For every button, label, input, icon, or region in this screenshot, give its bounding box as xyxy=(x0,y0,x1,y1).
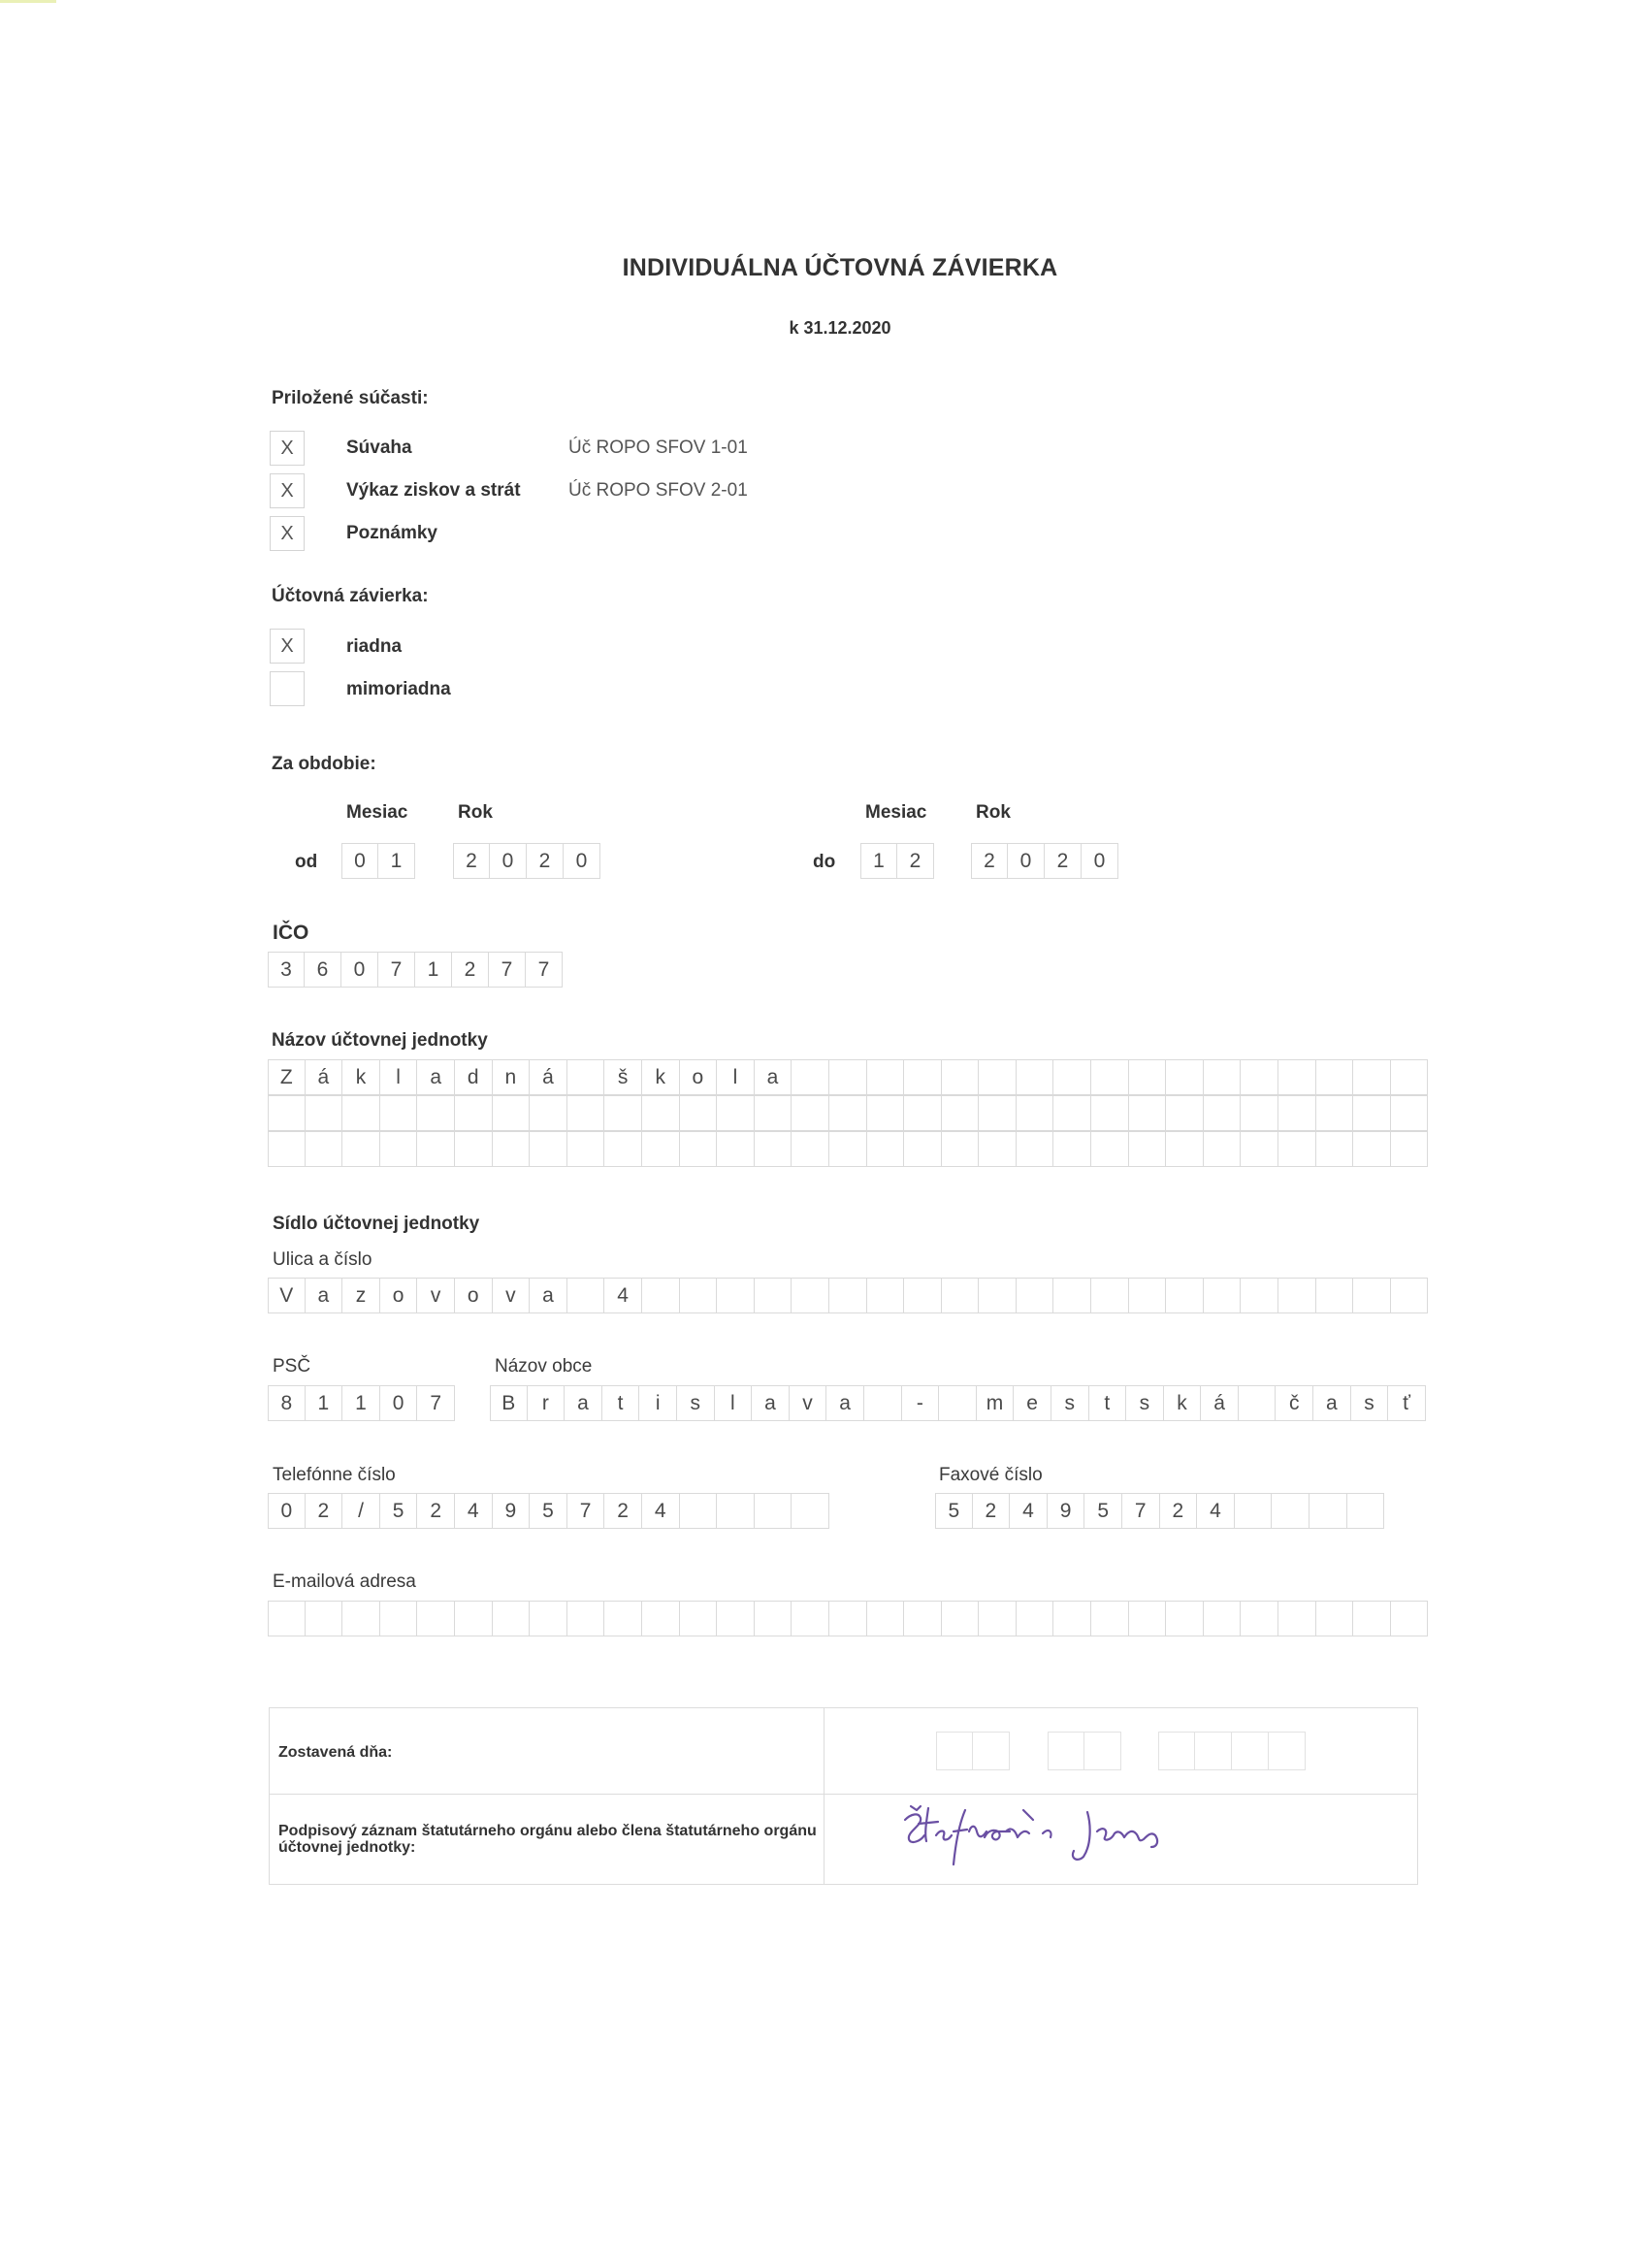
char-cell: 5 xyxy=(530,1493,567,1529)
to-year-digit: 2 xyxy=(971,843,1008,879)
handwritten-signature xyxy=(897,1802,1217,1870)
ico-digit: 0 xyxy=(341,952,378,988)
char-cell: 5 xyxy=(1084,1493,1122,1529)
char-cell xyxy=(717,1278,755,1313)
char-cell xyxy=(1166,1601,1204,1636)
char-cell: a xyxy=(565,1385,602,1421)
char-cell: s xyxy=(1051,1385,1089,1421)
char-cell xyxy=(642,1131,680,1167)
char-cell xyxy=(1353,1601,1391,1636)
char-cell: 5 xyxy=(935,1493,973,1529)
char-cell xyxy=(380,1095,418,1131)
char-cell: 2 xyxy=(973,1493,1011,1529)
char-cell: s xyxy=(1351,1385,1389,1421)
unit-name-row-3[interactable] xyxy=(268,1131,1428,1167)
date-cell xyxy=(1195,1732,1232,1770)
char-cell xyxy=(1353,1095,1391,1131)
from-label: od xyxy=(295,852,318,872)
char-cell: o xyxy=(455,1278,493,1313)
char-cell: á xyxy=(530,1059,567,1095)
label-riadna: riadna xyxy=(346,636,403,657)
label-poznamky: Poznámky xyxy=(346,523,437,543)
char-cell xyxy=(1391,1059,1429,1095)
char-cell xyxy=(1391,1278,1429,1313)
phone-field[interactable] xyxy=(268,1493,829,1529)
char-cell xyxy=(1166,1131,1204,1167)
char-cell: 4 xyxy=(455,1493,493,1529)
char-cell: n xyxy=(493,1059,531,1095)
char-cell xyxy=(979,1095,1017,1131)
checkbox-vykaz[interactable]: X xyxy=(270,473,305,508)
char-cell xyxy=(1241,1131,1278,1167)
email-field[interactable] xyxy=(268,1601,1428,1636)
char-cell xyxy=(942,1059,980,1095)
char-cell xyxy=(792,1059,829,1095)
unit-name-label: Názov účtovnej jednotky xyxy=(272,1030,488,1051)
from-month-field[interactable] xyxy=(341,843,415,879)
char-cell xyxy=(904,1059,942,1095)
char-cell xyxy=(1053,1601,1091,1636)
char-cell xyxy=(867,1059,905,1095)
char-cell: 4 xyxy=(604,1278,642,1313)
seat-heading: Sídlo účtovnej jednotky xyxy=(273,1214,480,1234)
char-cell: a xyxy=(306,1278,343,1313)
char-cell xyxy=(829,1059,867,1095)
char-cell xyxy=(1017,1131,1054,1167)
to-month-digit: 2 xyxy=(897,843,934,879)
char-cell xyxy=(829,1601,867,1636)
char-cell xyxy=(1239,1385,1277,1421)
char-cell xyxy=(1204,1095,1242,1131)
to-label: do xyxy=(813,852,836,872)
char-cell xyxy=(939,1385,977,1421)
char-cell xyxy=(942,1278,980,1313)
checkbox-mimoriadna[interactable] xyxy=(270,671,305,706)
char-cell: ť xyxy=(1388,1385,1426,1421)
char-cell xyxy=(904,1095,942,1131)
char-cell xyxy=(493,1601,531,1636)
street-label: Ulica a číslo xyxy=(273,1249,372,1270)
from-year-digit: 0 xyxy=(490,843,527,879)
char-cell xyxy=(1353,1059,1391,1095)
char-cell xyxy=(342,1095,380,1131)
date-cell xyxy=(1269,1732,1306,1770)
char-cell: 5 xyxy=(380,1493,418,1529)
char-cell xyxy=(867,1278,905,1313)
document-date: k 31.12.2020 xyxy=(789,318,891,338)
char-cell: 4 xyxy=(1197,1493,1235,1529)
char-cell: Z xyxy=(268,1059,306,1095)
char-cell xyxy=(493,1095,531,1131)
char-cell: k xyxy=(1164,1385,1202,1421)
char-cell xyxy=(268,1095,306,1131)
char-cell xyxy=(567,1059,605,1095)
char-cell xyxy=(755,1493,792,1529)
char-cell xyxy=(942,1095,980,1131)
char-cell xyxy=(1204,1131,1242,1167)
from-year-digit: 2 xyxy=(527,843,564,879)
char-cell xyxy=(755,1095,792,1131)
char-cell xyxy=(1204,1278,1242,1313)
char-cell xyxy=(1241,1601,1278,1636)
char-cell: 7 xyxy=(1122,1493,1160,1529)
checkbox-poznamky[interactable]: X xyxy=(270,516,305,551)
char-cell xyxy=(680,1493,718,1529)
char-cell xyxy=(792,1095,829,1131)
from-year-label: Rok xyxy=(458,802,493,823)
char-cell: 1 xyxy=(306,1385,343,1421)
char-cell xyxy=(604,1131,642,1167)
char-cell xyxy=(680,1095,718,1131)
char-cell xyxy=(680,1131,718,1167)
char-cell xyxy=(867,1601,905,1636)
char-cell xyxy=(979,1601,1017,1636)
ico-digit: 7 xyxy=(378,952,415,988)
ico-digit: 7 xyxy=(526,952,563,988)
ico-digit: 2 xyxy=(452,952,489,988)
char-cell xyxy=(306,1095,343,1131)
compiled-label: Zostavená dňa: xyxy=(278,1744,393,1761)
char-cell xyxy=(530,1601,567,1636)
char-cell xyxy=(380,1131,418,1167)
char-cell xyxy=(1310,1493,1347,1529)
char-cell xyxy=(306,1131,343,1167)
char-cell xyxy=(829,1095,867,1131)
char-cell: a xyxy=(1313,1385,1351,1421)
char-cell xyxy=(680,1278,718,1313)
compiled-day-field[interactable] xyxy=(936,1732,1010,1770)
char-cell: 2 xyxy=(1160,1493,1198,1529)
date-cell xyxy=(1084,1732,1121,1770)
ico-digit: 3 xyxy=(268,952,305,988)
form-code-vykaz: Úč ROPO SFOV 2-01 xyxy=(568,480,748,501)
signature-label: Podpisový záznam štatutárneho orgánu alebo člena štatutárneho orgánu účtovnej jednotky: xyxy=(278,1823,817,1856)
char-cell: s xyxy=(1126,1385,1164,1421)
char-cell xyxy=(1235,1493,1273,1529)
char-cell xyxy=(717,1131,755,1167)
char-cell xyxy=(530,1131,567,1167)
char-cell: - xyxy=(902,1385,940,1421)
char-cell xyxy=(1166,1095,1204,1131)
to-year-field[interactable] xyxy=(971,843,1118,879)
char-cell xyxy=(493,1131,531,1167)
char-cell xyxy=(455,1601,493,1636)
char-cell xyxy=(1091,1601,1129,1636)
char-cell xyxy=(1241,1059,1278,1095)
char-cell xyxy=(717,1095,755,1131)
fax-label: Faxové číslo xyxy=(939,1465,1043,1485)
char-cell: r xyxy=(528,1385,566,1421)
char-cell xyxy=(1391,1601,1429,1636)
unit-name-row-1[interactable] xyxy=(268,1059,1428,1095)
char-cell xyxy=(1129,1278,1167,1313)
char-cell xyxy=(1353,1278,1391,1313)
char-cell xyxy=(1091,1131,1129,1167)
char-cell xyxy=(904,1601,942,1636)
char-cell xyxy=(642,1095,680,1131)
char-cell xyxy=(1347,1493,1385,1529)
char-cell: z xyxy=(342,1278,380,1313)
from-year-field[interactable] xyxy=(453,843,600,879)
char-cell: i xyxy=(639,1385,677,1421)
date-cell xyxy=(1048,1732,1084,1770)
to-year-digit: 0 xyxy=(1008,843,1045,879)
char-cell xyxy=(417,1131,455,1167)
char-cell xyxy=(1278,1601,1316,1636)
char-cell xyxy=(1272,1493,1310,1529)
ico-digit: 1 xyxy=(415,952,452,988)
form-code-suvaha: Úč ROPO SFOV 1-01 xyxy=(568,437,748,458)
char-cell xyxy=(1053,1095,1091,1131)
char-cell: B xyxy=(490,1385,528,1421)
email-label: E-mailová adresa xyxy=(273,1571,416,1592)
char-cell: v xyxy=(493,1278,531,1313)
char-cell: a xyxy=(826,1385,864,1421)
char-cell xyxy=(342,1131,380,1167)
char-cell xyxy=(1241,1278,1278,1313)
char-cell xyxy=(268,1601,306,1636)
char-cell xyxy=(1017,1095,1054,1131)
char-cell: 4 xyxy=(642,1493,680,1529)
compiled-month-field[interactable] xyxy=(1048,1732,1121,1770)
char-cell xyxy=(1091,1059,1129,1095)
char-cell xyxy=(867,1131,905,1167)
char-cell xyxy=(642,1601,680,1636)
char-cell: / xyxy=(342,1493,380,1529)
fax-field[interactable] xyxy=(935,1493,1384,1529)
compiled-year-field[interactable] xyxy=(1158,1732,1306,1770)
char-cell: a xyxy=(755,1059,792,1095)
char-cell: á xyxy=(306,1059,343,1095)
char-cell xyxy=(417,1601,455,1636)
char-cell xyxy=(1017,1059,1054,1095)
char-cell xyxy=(1316,1601,1354,1636)
char-cell: s xyxy=(677,1385,715,1421)
char-cell: 0 xyxy=(268,1493,306,1529)
date-cell xyxy=(1158,1732,1195,1770)
unit-name-row-2[interactable] xyxy=(268,1095,1428,1131)
char-cell xyxy=(1166,1278,1204,1313)
char-cell: l xyxy=(717,1059,755,1095)
char-cell xyxy=(1053,1059,1091,1095)
char-cell xyxy=(792,1601,829,1636)
char-cell xyxy=(1204,1601,1242,1636)
char-cell xyxy=(792,1493,829,1529)
label-mimoriadna: mimoriadna xyxy=(346,679,451,699)
char-cell xyxy=(864,1385,902,1421)
char-cell xyxy=(942,1131,980,1167)
from-month-digit: 0 xyxy=(341,843,378,879)
char-cell: l xyxy=(380,1059,418,1095)
from-month-digit: 1 xyxy=(378,843,415,879)
char-cell xyxy=(755,1601,792,1636)
char-cell xyxy=(829,1278,867,1313)
char-cell: k xyxy=(342,1059,380,1095)
char-cell xyxy=(1129,1059,1167,1095)
char-cell xyxy=(567,1601,605,1636)
char-cell: 2 xyxy=(306,1493,343,1529)
phone-label: Telefónne číslo xyxy=(273,1465,396,1485)
checkbox-suvaha[interactable]: X xyxy=(270,431,305,466)
ico-digit: 6 xyxy=(305,952,341,988)
city-label: Názov obce xyxy=(495,1356,593,1377)
char-cell xyxy=(680,1601,718,1636)
ico-digit: 7 xyxy=(489,952,526,988)
period-heading: Za obdobie: xyxy=(272,754,376,774)
ico-label: IČO xyxy=(273,922,309,944)
char-cell xyxy=(904,1131,942,1167)
char-cell: š xyxy=(604,1059,642,1095)
char-cell xyxy=(979,1278,1017,1313)
char-cell xyxy=(1353,1131,1391,1167)
char-cell xyxy=(1017,1278,1054,1313)
char-cell: 9 xyxy=(493,1493,531,1529)
char-cell xyxy=(530,1095,567,1131)
char-cell xyxy=(1129,1131,1167,1167)
char-cell xyxy=(1278,1059,1316,1095)
label-vykaz: Výkaz ziskov a strát xyxy=(346,480,521,501)
street-field[interactable] xyxy=(268,1278,1428,1313)
char-cell xyxy=(1129,1095,1167,1131)
to-month-field[interactable] xyxy=(860,843,934,879)
document-title: INDIVIDUÁLNA ÚČTOVNÁ ZÁVIERKA xyxy=(622,254,1058,281)
char-cell: o xyxy=(380,1278,418,1313)
signature-table xyxy=(269,1707,1418,1885)
char-cell xyxy=(1053,1131,1091,1167)
char-cell xyxy=(306,1601,343,1636)
char-cell xyxy=(567,1095,605,1131)
char-cell: 2 xyxy=(417,1493,455,1529)
scan-marker xyxy=(0,0,56,3)
char-cell: v xyxy=(417,1278,455,1313)
char-cell xyxy=(829,1131,867,1167)
char-cell: 0 xyxy=(380,1385,418,1421)
char-cell xyxy=(1278,1131,1316,1167)
char-cell xyxy=(792,1131,829,1167)
char-cell xyxy=(1316,1059,1354,1095)
char-cell xyxy=(792,1278,829,1313)
from-year-digit: 2 xyxy=(453,843,490,879)
char-cell xyxy=(717,1493,755,1529)
char-cell xyxy=(1316,1131,1354,1167)
to-year-digit: 0 xyxy=(1082,843,1118,879)
char-cell xyxy=(1316,1095,1354,1131)
char-cell: d xyxy=(455,1059,493,1095)
char-cell xyxy=(1204,1059,1242,1095)
char-cell xyxy=(1316,1278,1354,1313)
char-cell: v xyxy=(790,1385,827,1421)
char-cell xyxy=(867,1095,905,1131)
to-month-label: Mesiac xyxy=(865,802,927,823)
char-cell: 7 xyxy=(417,1385,455,1421)
to-month-digit: 1 xyxy=(860,843,897,879)
char-cell xyxy=(1129,1601,1167,1636)
date-cell xyxy=(1232,1732,1269,1770)
char-cell xyxy=(979,1059,1017,1095)
char-cell xyxy=(1278,1095,1316,1131)
char-cell xyxy=(1278,1278,1316,1313)
char-cell: t xyxy=(1089,1385,1127,1421)
char-cell xyxy=(1166,1059,1204,1095)
char-cell: č xyxy=(1276,1385,1313,1421)
closing-heading: Účtovná závierka: xyxy=(272,586,429,606)
to-year-label: Rok xyxy=(976,802,1011,823)
char-cell xyxy=(268,1131,306,1167)
char-cell xyxy=(455,1095,493,1131)
char-cell xyxy=(942,1601,980,1636)
char-cell xyxy=(755,1131,792,1167)
date-cell xyxy=(936,1732,973,1770)
char-cell xyxy=(1017,1601,1054,1636)
char-cell xyxy=(717,1601,755,1636)
char-cell xyxy=(1391,1131,1429,1167)
char-cell xyxy=(342,1601,380,1636)
char-cell: k xyxy=(642,1059,680,1095)
char-cell: m xyxy=(977,1385,1015,1421)
char-cell xyxy=(417,1095,455,1131)
char-cell xyxy=(1091,1278,1129,1313)
city-field[interactable] xyxy=(490,1385,1426,1421)
to-year-digit: 2 xyxy=(1045,843,1082,879)
psc-label: PSČ xyxy=(273,1356,311,1377)
char-cell xyxy=(604,1095,642,1131)
char-cell: 9 xyxy=(1048,1493,1085,1529)
char-cell: a xyxy=(530,1278,567,1313)
char-cell: a xyxy=(417,1059,455,1095)
char-cell: 8 xyxy=(268,1385,306,1421)
char-cell xyxy=(1091,1095,1129,1131)
char-cell xyxy=(1391,1095,1429,1131)
psc-field[interactable] xyxy=(268,1385,455,1421)
char-cell: t xyxy=(602,1385,640,1421)
char-cell xyxy=(380,1601,418,1636)
ico-field[interactable] xyxy=(268,952,563,988)
attached-heading: Priložené súčasti: xyxy=(272,388,429,408)
char-cell: 7 xyxy=(567,1493,605,1529)
char-cell: e xyxy=(1014,1385,1051,1421)
char-cell: 1 xyxy=(342,1385,380,1421)
char-cell xyxy=(755,1278,792,1313)
label-suvaha: Súvaha xyxy=(346,437,412,458)
from-year-digit: 0 xyxy=(564,843,600,879)
char-cell: o xyxy=(680,1059,718,1095)
char-cell: 2 xyxy=(604,1493,642,1529)
date-cell xyxy=(973,1732,1010,1770)
char-cell xyxy=(904,1278,942,1313)
char-cell xyxy=(1241,1095,1278,1131)
char-cell xyxy=(604,1601,642,1636)
char-cell xyxy=(979,1131,1017,1167)
char-cell: l xyxy=(715,1385,753,1421)
char-cell xyxy=(455,1131,493,1167)
char-cell xyxy=(567,1131,605,1167)
char-cell: a xyxy=(752,1385,790,1421)
char-cell xyxy=(567,1278,605,1313)
char-cell xyxy=(1053,1278,1091,1313)
char-cell: V xyxy=(268,1278,306,1313)
checkbox-riadna[interactable]: X xyxy=(270,629,305,664)
char-cell: á xyxy=(1201,1385,1239,1421)
from-month-label: Mesiac xyxy=(346,802,408,823)
char-cell: 4 xyxy=(1010,1493,1048,1529)
char-cell xyxy=(642,1278,680,1313)
